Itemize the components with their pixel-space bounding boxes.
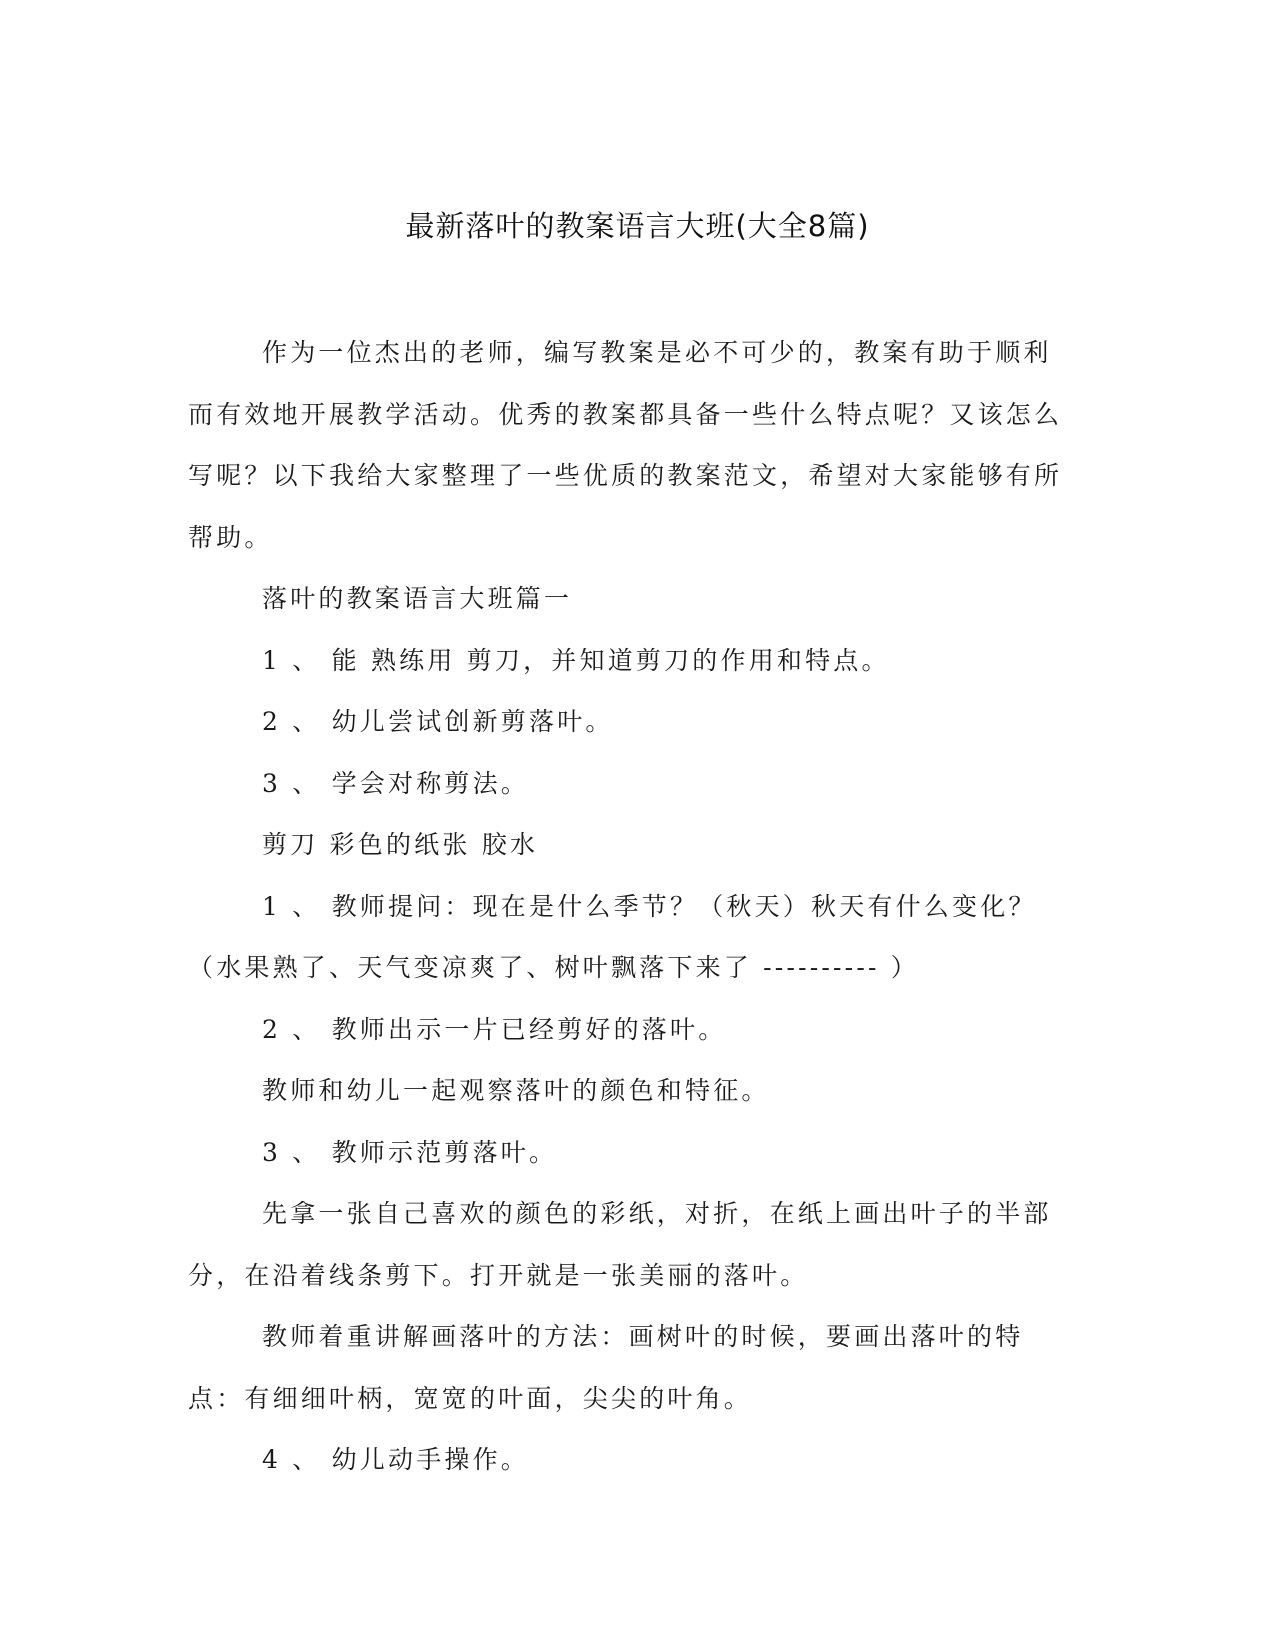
goal-item: 3 、 学会对称剪法。	[262, 768, 529, 798]
procedure-step: 4 、 幼儿动手操作。	[262, 1445, 529, 1474]
document-body	[188, 322, 1078, 1491]
body-paragraph: 教师和幼儿一起观察落叶的颜色和特征。	[262, 1076, 770, 1105]
body-paragraph: 先拿一张自己喜欢的颜色的彩纸，对折，在纸上画出叶子的半部分，在沿着线条剪下。打开就是一张美丽的落叶。	[188, 1199, 1052, 1290]
section-heading: 落叶的教案语言大班篇一	[262, 584, 573, 613]
procedure-step: 1 、 教师提问：现在是什么季节？（秋天）秋天有什么变化？（水果熟了、天气变凉爽了、树叶飘落下来了 ---------- ）	[188, 891, 1037, 982]
body-paragraph: 教师着重讲解画落叶的方法：画树叶的时候，要画出落叶的特点：有细细叶柄，宽宽的叶面，尖尖的叶角。	[188, 1322, 1024, 1413]
materials-line: 剪刀 彩色的纸张 胶水	[262, 830, 539, 859]
procedure-step: 3 、 教师示范剪落叶。	[262, 1137, 558, 1167]
document-title: 最新落叶的教案语言大班(大全8篇)	[405, 209, 870, 243]
procedure-step: 2 、 教师出示一片已经剪好的落叶。	[262, 1014, 727, 1044]
goal-item: 2 、 幼儿尝试创新剪落叶。	[262, 707, 614, 736]
intro-paragraph: 作为一位杰出的老师，编写教案是必不可少的，教案有助于顺利而有效地开展教学活动。优秀的教案都具备一些什么特点呢？又该怎么写呢？以下我给大家整理了一些优质的教案范文，希望对大家能够有所帮助。	[188, 338, 1063, 552]
goal-item: 1 、 能 熟练用 剪刀，并知道剪刀的作用和特点。	[262, 645, 890, 675]
